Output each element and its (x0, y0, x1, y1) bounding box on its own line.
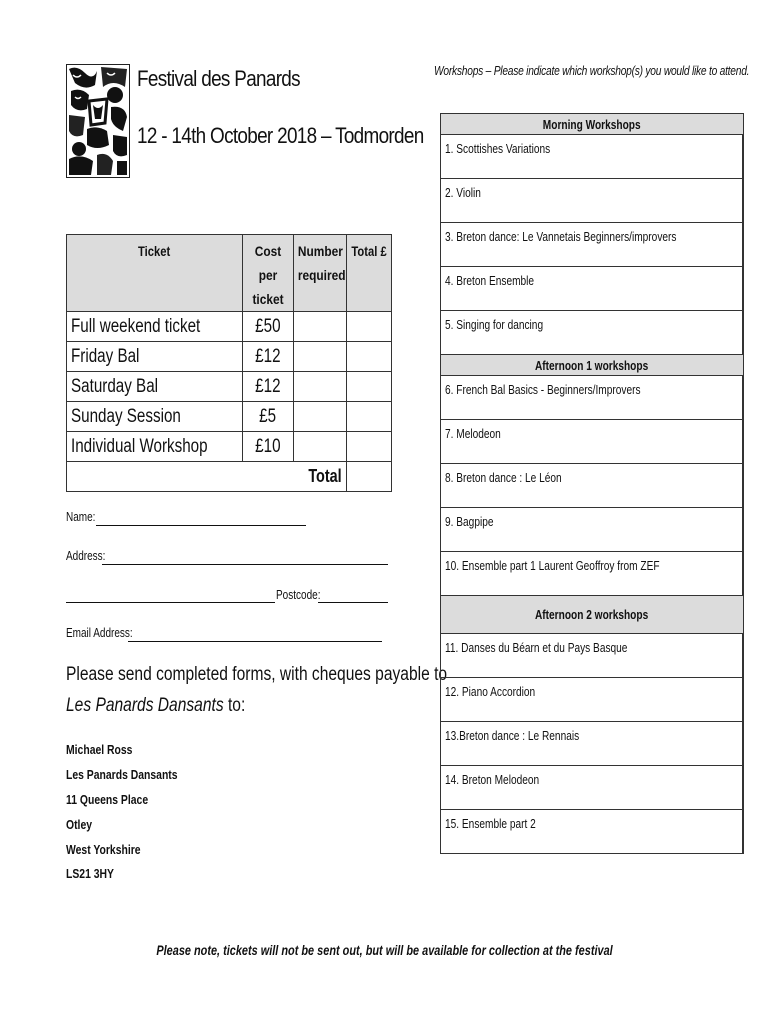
workshop-label: 15. Ensemble part 2 (441, 810, 743, 854)
number-required-field[interactable] (293, 372, 346, 402)
workshop-label: 12. Piano Accordion (441, 678, 743, 722)
workshop-checkbox[interactable] (742, 311, 743, 355)
email-field[interactable] (128, 641, 382, 642)
col-header-total: Total £ (346, 235, 391, 312)
footer-note: Please note, tickets will not be sent out, but will be available for collection at the festival (156, 942, 614, 958)
ticket-table-header (67, 235, 392, 312)
col-header-number: Number required (293, 235, 346, 312)
table-row (441, 508, 744, 552)
grand-total-field[interactable] (346, 462, 391, 492)
festival-title: Festival des Panards (137, 66, 300, 91)
send-suffix: to: (223, 695, 246, 716)
ticket-name: Individual Workshop (67, 432, 243, 462)
col-header-ticket: Ticket (67, 235, 243, 312)
festival-dates: 12 - 14th October 2018 – Todmorden (137, 123, 424, 148)
workshop-label: 10. Ensemble part 1 Laurent Geoffroy from ZEF (441, 552, 743, 596)
total-row (67, 462, 392, 492)
ticket-table (66, 234, 392, 492)
ticket-cost: £50 (242, 312, 293, 342)
postcode-label: Postcode: (276, 588, 321, 602)
workshop-label: 4. Breton Ensemble (441, 267, 743, 311)
table-row (67, 432, 392, 462)
ticket-cost: £12 (242, 342, 293, 372)
table-row (441, 678, 744, 722)
col-header-cost: Cost per ticket (242, 235, 293, 312)
table-row (441, 634, 744, 678)
workshop-label: 13.Breton dance : Le Rennais (441, 722, 743, 766)
send-instructions: Please send completed forms, with cheques payable to (66, 664, 448, 685)
workshop-label: 1. Scottishes Variations (441, 135, 743, 179)
workshop-checkbox[interactable] (742, 766, 743, 810)
address-line: West Yorkshire (66, 842, 141, 857)
workshop-checkbox[interactable] (742, 464, 743, 508)
workshop-label: 9. Bagpipe (441, 508, 743, 552)
table-row (67, 342, 392, 372)
address-line: Les Panards Dansants (66, 767, 178, 782)
ticket-name: Sunday Session (67, 402, 243, 432)
address-line: Otley (66, 817, 93, 832)
table-row (441, 376, 744, 420)
number-required-field[interactable] (293, 432, 346, 462)
send-instructions-payee (66, 695, 245, 717)
workshop-checkbox[interactable] (742, 420, 743, 464)
number-required-field[interactable] (293, 342, 346, 372)
address-label: Address: (66, 549, 106, 563)
workshop-checkbox[interactable] (742, 267, 743, 311)
table-row (441, 722, 744, 766)
ticket-cost: £5 (242, 402, 293, 432)
table-row (441, 179, 744, 223)
row-total-field[interactable] (346, 432, 391, 462)
row-total-field[interactable] (346, 342, 391, 372)
workshop-label: 2. Violin (441, 179, 743, 223)
workshop-checkbox[interactable] (742, 223, 743, 267)
workshop-checkbox[interactable] (742, 376, 743, 420)
section-header (441, 596, 744, 634)
table-row (67, 402, 392, 432)
table-row (67, 372, 392, 402)
table-row (441, 223, 744, 267)
payee-name: Les Panards Dansants (66, 695, 224, 716)
table-row (67, 312, 392, 342)
workshop-checkbox[interactable] (742, 634, 743, 678)
ticket-name: Friday Bal (67, 342, 243, 372)
row-total-field[interactable] (346, 372, 391, 402)
ticket-name: Saturday Bal (67, 372, 243, 402)
number-required-field[interactable] (293, 402, 346, 432)
table-row (441, 464, 744, 508)
afternoon1-header: Afternoon 1 workshops (441, 355, 744, 376)
table-row (441, 420, 744, 464)
row-total-field[interactable] (346, 312, 391, 342)
address-line: LS21 3HY (66, 866, 114, 881)
number-required-field[interactable] (293, 312, 346, 342)
table-row (441, 552, 744, 596)
row-total-field[interactable] (346, 402, 391, 432)
table-row (441, 311, 744, 355)
workshop-label: 14. Breton Melodeon (441, 766, 743, 810)
workshop-label: 8. Breton dance : Le Léon (441, 464, 743, 508)
workshop-checkbox[interactable] (742, 678, 743, 722)
workshop-label: 7. Melodeon (441, 420, 743, 464)
postcode-field[interactable] (318, 602, 388, 603)
address-field[interactable] (102, 564, 388, 565)
workshops-intro: Workshops – Please indicate which workshop(s) you would like to attend. (434, 64, 750, 78)
workshop-label: 3. Breton dance: Le Vannetais Beginners/improvers (441, 223, 743, 267)
workshop-label: 6. French Bal Basics - Beginners/Improvers (441, 376, 743, 420)
ticket-cost: £10 (242, 432, 293, 462)
table-row (441, 267, 744, 311)
address-line: Michael Ross (66, 742, 133, 757)
workshop-checkbox[interactable] (742, 135, 743, 179)
ticket-cost: £12 (242, 372, 293, 402)
section-header (441, 355, 744, 376)
workshop-checkbox[interactable] (742, 810, 743, 854)
name-label: Name: (66, 510, 96, 524)
workshop-checkbox[interactable] (742, 722, 743, 766)
total-label: Total (67, 462, 347, 492)
table-row (441, 810, 744, 854)
table-row (441, 766, 744, 810)
workshop-label: 5. Singing for dancing (441, 311, 743, 355)
festival-logo (66, 64, 130, 178)
section-header (441, 114, 744, 135)
ticket-name: Full weekend ticket (67, 312, 243, 342)
name-field[interactable] (96, 525, 306, 526)
workshop-checkbox[interactable] (742, 508, 743, 552)
workshop-checkbox[interactable] (742, 552, 743, 596)
table-row (441, 135, 744, 179)
afternoon2-header: Afternoon 2 workshops (441, 596, 744, 634)
address-field-line2[interactable] (66, 602, 275, 603)
morning-header: Morning Workshops (441, 114, 744, 135)
workshop-label: 11. Danses du Béarn et du Pays Basque (441, 634, 743, 678)
address-line: 11 Queens Place (66, 792, 149, 807)
workshop-checkbox[interactable] (742, 179, 743, 223)
workshops-table (440, 113, 744, 854)
email-label: Email Address: (66, 626, 133, 640)
